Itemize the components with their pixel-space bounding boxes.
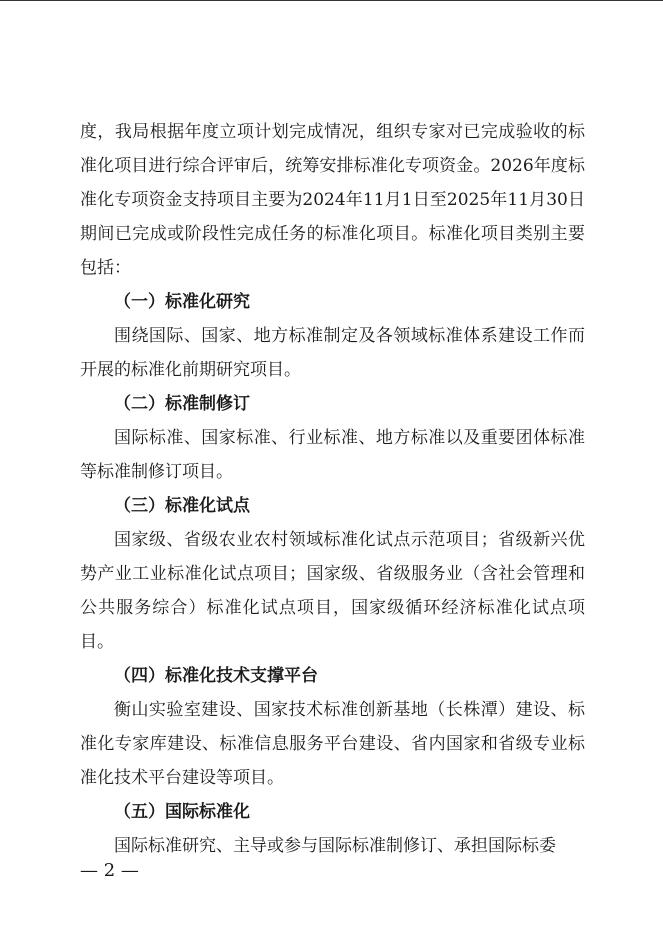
section-heading-research: （一）标准化研究 bbox=[114, 292, 250, 312]
intro-paragraph: 度，我局根据年度立项计划完成情况，组织专家对已完成验收的标准化项目进行综合评审后，统筹安排标准化专项资金。2026年度标准化专项资金支持项目主要为2024年11月1日至2025年11月30日期间已完成或阶段性完成任务的标准化项目。标准化项目类别主要包括： bbox=[80, 122, 585, 278]
section-body-revision: 国际标准、国家标准、行业标准、地方标准以及重要团体标准等标准制修订项目。 bbox=[80, 428, 585, 482]
page-number: — 2 — bbox=[80, 860, 139, 881]
section-heading-international: （五）国际标准化 bbox=[114, 802, 250, 822]
section-body-research: 围绕国际、国家、地方标准制定及各领域标准体系建设工作而开展的标准化前期研究项目。 bbox=[80, 326, 585, 380]
section-heading-platform: （四）标准化技术支撑平台 bbox=[114, 666, 318, 686]
section-body-platform: 衡山实验室建设、国家技术标准创新基地（长株潭）建设、标准化专家库建设、标准信息服务平台建设、省内国家和省级专业标准化技术平台建设等项目。 bbox=[80, 700, 585, 788]
top-border-line bbox=[0, 0, 663, 1]
section-heading-revision: （二）标准制修订 bbox=[114, 394, 250, 414]
document-body bbox=[80, 115, 585, 863]
section-body-international: 国际标准研究、主导或参与国际标准制修订、承担国际标委 bbox=[114, 836, 556, 856]
section-heading-pilot: （三）标准化试点 bbox=[114, 496, 250, 516]
section-body-pilot: 国家级、省级农业农村领域标准化试点示范项目；省级新兴优势产业工业标准化试点项目；国家级、省级服务业（含社会管理和公共服务综合）标准化试点项目，国家级循环经济标准化试点项目。 bbox=[80, 530, 585, 652]
